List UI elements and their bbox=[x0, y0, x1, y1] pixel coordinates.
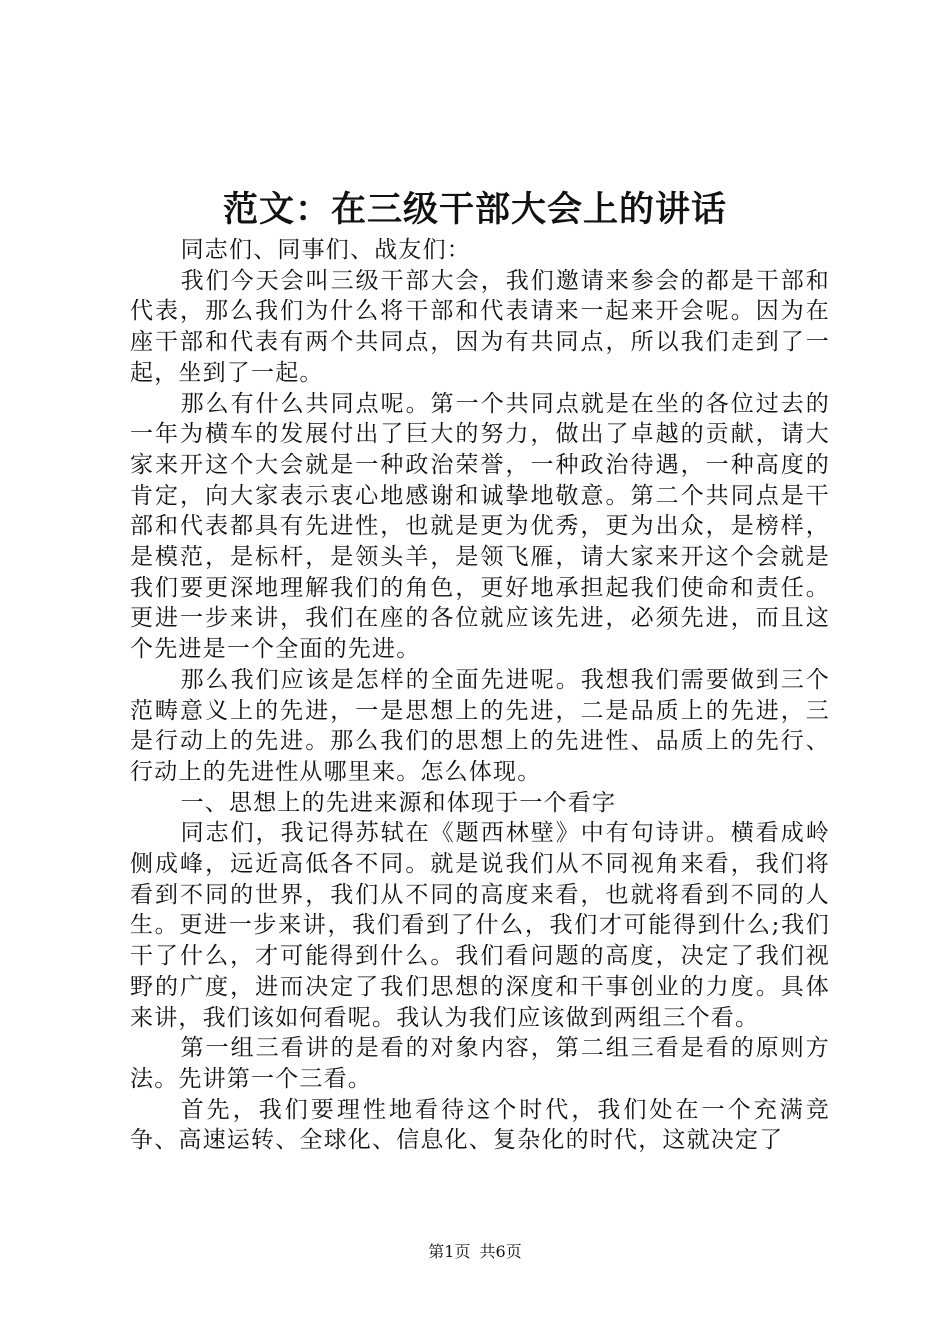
paragraph-salutation: 同志们、同事们、战友们： bbox=[180, 237, 471, 263]
page-number: 第1页 bbox=[428, 1242, 471, 1261]
paragraph: 首先，我们要理性地看待这个时代，我们处在一个充满竞争、高速运转、全球化、信息化、复杂化的时代，这就决定了 bbox=[130, 1096, 830, 1154]
document-body bbox=[130, 235, 830, 1156]
paragraph: 那么我们应该是怎样的全面先进呢。我想我们需要做到三个范畴意义上的先进，一是思想上的先进，二是品质上的先进，三是行动上的先进。那么我们的思想上的先进性、品质上的先行、行动上的先进性从哪里来。怎么体现。 bbox=[130, 666, 830, 785]
paragraph: 我们今天会叫三级干部大会，我们邀请来参会的都是干部和代表，那么我们为什么将干部和代表请来一起来开会呢。因为在座干部和代表有两个共同点，因为有共同点，所以我们走到了一起，坐到了一起。 bbox=[130, 267, 830, 386]
paragraph: 同志们，我记得苏轼在《题西林壁》中有句诗讲。横看成岭侧成峰，远近高低各不同。就是说我们从不同视角来看，我们将看到不同的世界，我们从不同的高度来看，也就将看到不同的人生。更进一步来讲，我们看到了什么，我们才可能得到什么;我们干了什么，才可能得到什么。我们看问题的高度，决定了我们视野的广度，进而决定了我们思想的深度和干事创业的力度。具体来讲，我们该如何看呢。我认为我们应该做到两组三个看。 bbox=[130, 820, 830, 1031]
section-heading: 一、思想上的先进来源和体现于一个看字 bbox=[180, 789, 617, 816]
paragraph: 那么有什么共同点呢。第一个共同点就是在坐的各位过去的一年为横车的发展付出了巨大的努力，做出了卓越的贡献，请大家来开这个大会就是一种政治荣誉，一种政治待遇，一种高度的肯定，向大家表示衷心地感谢和诚挚地敬意。第二个共同点是干部和代表都具有先进性，也就是更为优秀，更为出众，是榜样，是模范，是标杆，是领头羊，是领飞雁，请大家来开这个会就是我们要更深地理解我们的角色，更好地承担起我们使命和责任。更进一步来讲，我们在座的各位就应该先进，必须先进，而且这个先进是一个全面的先进。 bbox=[130, 390, 830, 663]
document-title: 范文：在三级干部大会上的讲话 bbox=[222, 189, 727, 230]
paragraph: 第一组三看讲的是看的对象内容，第二组三看是看的原则方法。先讲第一个三看。 bbox=[130, 1035, 830, 1092]
page-total: 共6页 bbox=[479, 1242, 522, 1261]
page-footer bbox=[0, 1242, 950, 1262]
